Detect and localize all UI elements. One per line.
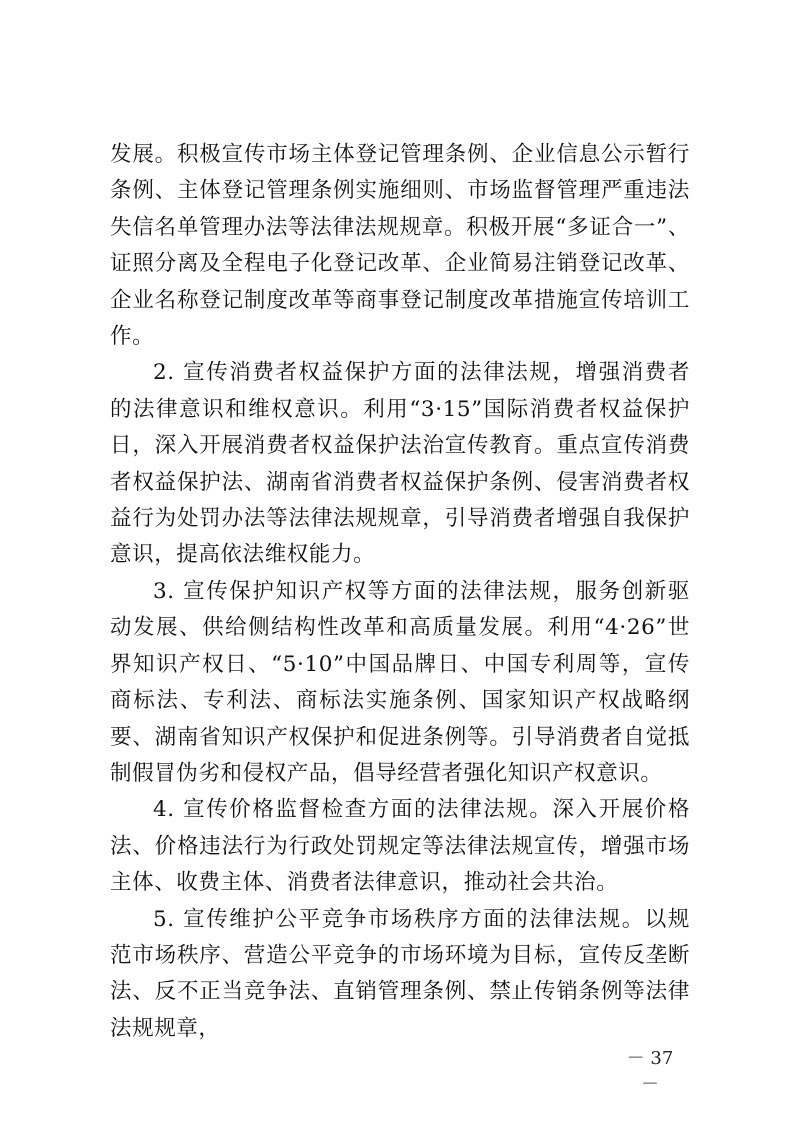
paragraph-item-4: 4. 宣传价格监督检查方面的法律法规。深入开展价格法、价格违法行为行政处罚规定等法律法规宣传，增强市场主体、收费主体、消费者法律意识，推动社会共治。 bbox=[110, 797, 690, 896]
paragraph-item-2: 2. 宣传消费者权益保护方面的法律法规，增强消费者的法律意识和维权意识。利用“3·15”国际消费者权益保护日，深入开展消费者权益保护法治宣传教育。重点宣传消费者权益保护法、湖南省消费者权益保护条例、侵害消费者权益行为处罚办法等法律法规规章，引导消费者增强自我保护意识，提高依法维权能力。 bbox=[110, 360, 690, 568]
body-text bbox=[110, 137, 690, 1047]
paragraph-item-5: 5. 宣传维护公平竞争市场秩序方面的法律法规。以规范市场秩序、营造公平竞争的市场环境为目标，宣传反垄断法、反不正当竞争法、直销管理条例、禁止传销条例等法律法规规章， bbox=[110, 906, 690, 1041]
paragraph-continuation: 发展。积极宣传市场主体登记管理条例、企业信息公示暂行条例、主体登记管理条例实施细则、市场监督管理严重违法失信名单管理办法等法律法规规章。积极开展“多证合一”、证照分离及全程电子化登记改革、企业简易注销登记改革、企业名称登记制度改革等商事登记制度改革措施宣传培训工作。 bbox=[110, 142, 690, 350]
page-number: － 37 － bbox=[626, 1048, 674, 1095]
paragraph-item-3: 3. 宣传保护知识产权等方面的法律法规，服务创新驱动发展、供给侧结构性改革和高质量发展。利用“4·26”世界知识产权日、“5·10”中国品牌日、中国专利周等，宣传商标法、专利法、商标法实施条例、国家知识产权战略纲要、湖南省知识产权保护和促进条例等。引导消费者自觉抵制假冒伪劣和侵权产品，倡导经营者强化知识产权意识。 bbox=[110, 578, 690, 786]
